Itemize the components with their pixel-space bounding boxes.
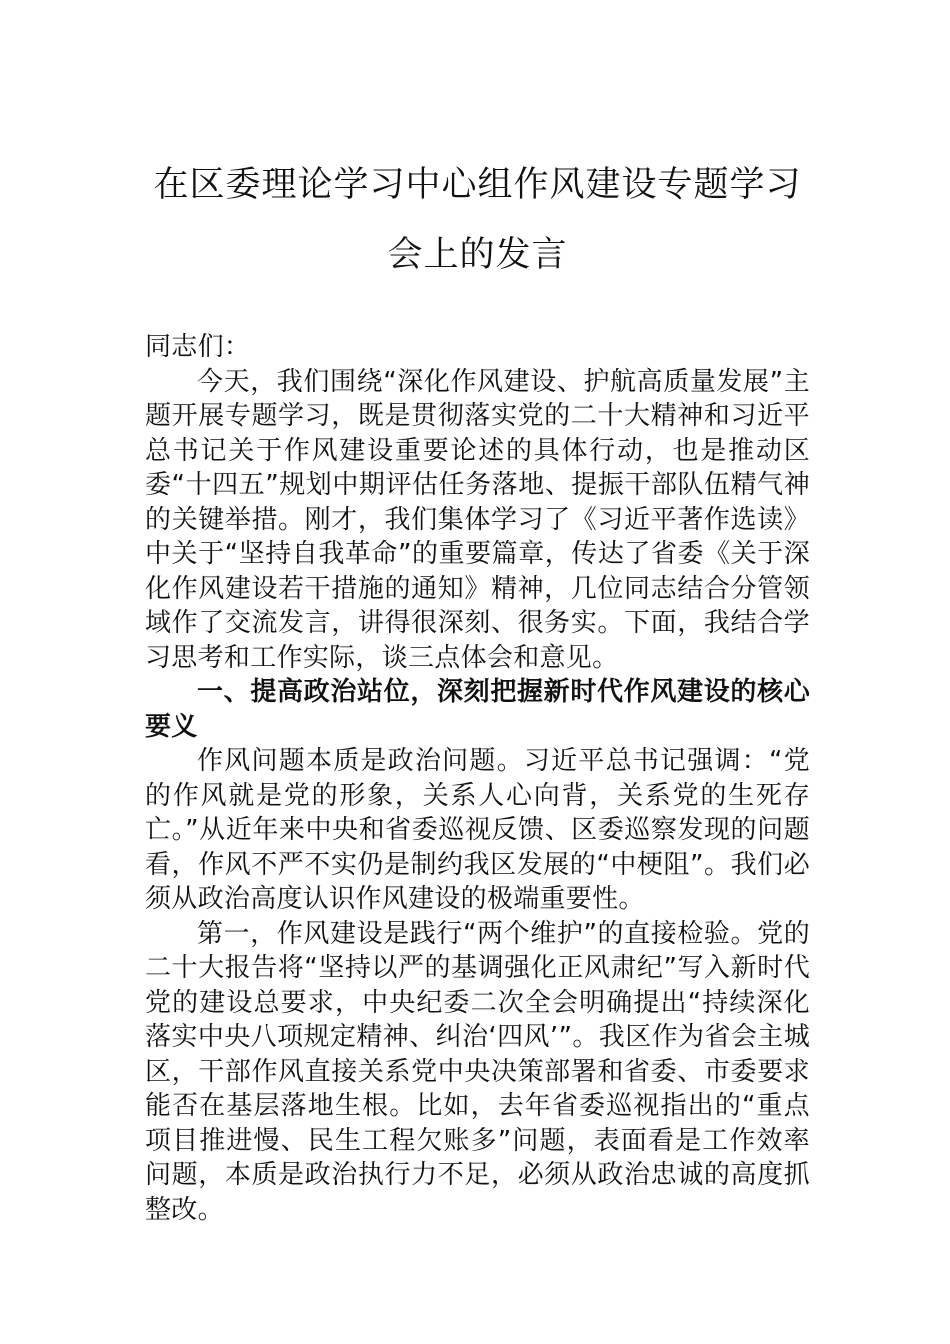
document-body — [145, 330, 810, 1227]
title-line-1: 在区委理论学习中心组作风建设专题学习 — [153, 165, 802, 205]
salutation: 同志们： — [145, 332, 251, 362]
document-title — [125, 150, 830, 290]
document-page — [145, 150, 810, 1227]
body-paragraph: 第一，作风建设是践行“两个维护”的直接检验。党的二十大报告将“坚持以严的基调强化正风肃纪”写入新时代党的建设总要求，中央纪委二次全会明确提出“持续深化落实中央八项规定精神、纠治‘四风’”。我区作为省会主城区，干部作风直接关系党中央决策部署和省委、市委要求能否在基层落地生根。比如，去年省委巡视指出的“重点项目推进慢、民生工程欠账多”问题，表面看是工作效率问题，本质是政治执行力不足，必须从政治忠诚的高度抓整改。 — [145, 918, 810, 1225]
title-line-2: 会上的发言 — [387, 235, 568, 275]
body-paragraph-intro: 今天，我们围绕“深化作风建设、护航高质量发展”主题开展专题学习，既是贯彻落实党的二十大精神和习近平总书记关于作风建设重要论述的具体行动，也是推动区委“十四五”规划中期评估任务落地、提振干部队伍精气神的关键举措。刚才，我们集体学习了《习近平著作选读》中关于“坚持自我革命”的重要篇章，传达了省委《关于深化作风建设若干措施的通知》精神，几位同志结合分管领域作了交流发言，讲得很深刻、很务实。下面，我结合学习思考和工作实际，谈三点体会和意见。 — [145, 366, 810, 673]
body-paragraph: 作风问题本质是政治问题。习近平总书记强调：“党的作风就是党的形象，关系人心向背，关系党的生死存亡。”从近年来中央和省委巡视反馈、区委巡察发现的问题看，作风不严不实仍是制约我区发展的“中梗阻”。我们必须从政治高度认识作风建设的极端重要性。 — [145, 746, 810, 914]
section-heading-1: 一、提高政治站位，深刻把握新时代作风建设的核心要义 — [145, 677, 810, 742]
